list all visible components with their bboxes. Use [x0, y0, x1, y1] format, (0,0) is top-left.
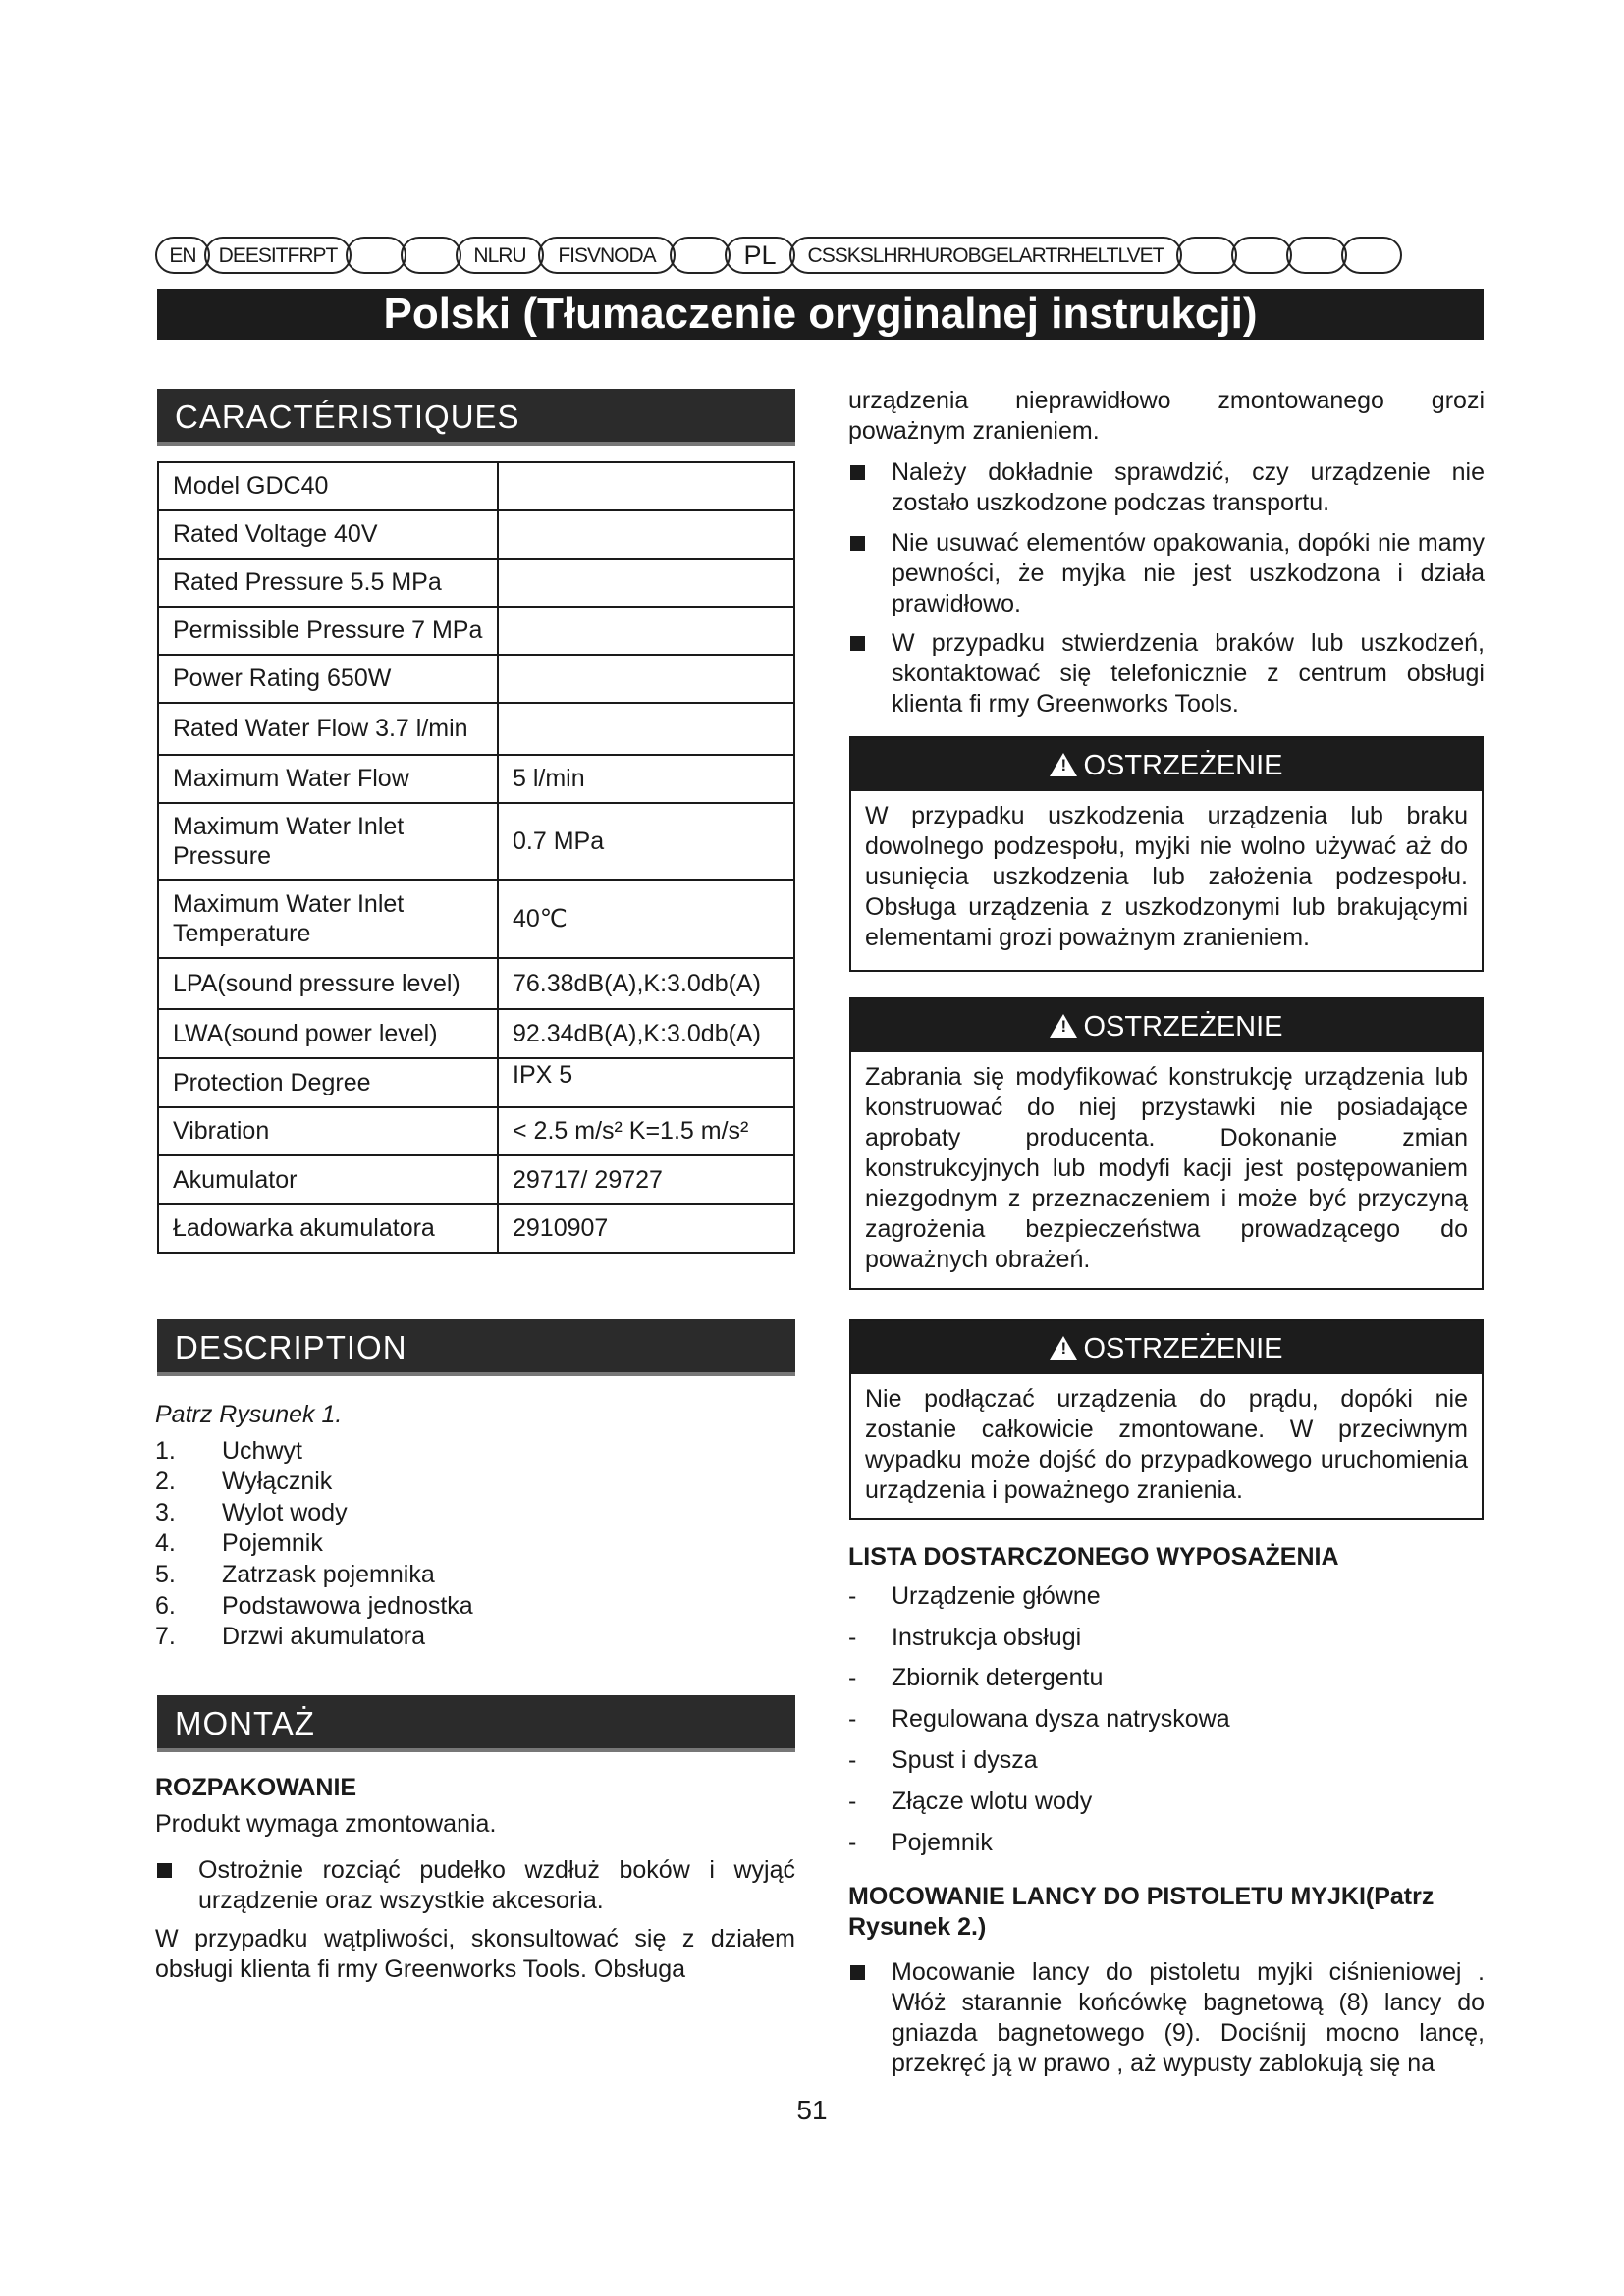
list-item: 3. Wylot wody: [155, 1499, 348, 1526]
warning-text: Nie podłączać urządzenia do prądu, dopóki nie zostanie całkowicie zmontowane. W przeciwnym wypadku może dojść do przypadkowego uruchomienia urządzenia i poważnego zranienia.: [865, 1385, 1468, 1504]
list-item: - Zbiornik detergentu: [848, 1664, 1104, 1691]
list-item: - Pojemnik: [848, 1829, 993, 1856]
check-bullet: Nie usuwać elementów opakowania, dopóki nie mamy pewności, że myjka nie jest uszkodzona i działa prawidłowo.: [848, 528, 1485, 619]
spec-table: [157, 461, 795, 1254]
check-bullet: Należy dokładnie sprawdzić, czy urządzenie nie zostało uszkodzone podczas transportu.: [848, 457, 1485, 518]
table-row: LWA(sound power level) 92.34dB(A),K:3.0db(A): [158, 1009, 794, 1058]
list-item: 4. Pojemnik: [155, 1529, 323, 1557]
table-row: Maximum Water Flow 5 l/min: [158, 755, 794, 803]
bullet-square-icon: [850, 465, 865, 480]
check-bullet: W przypadku stwierdzenia braków lub uszkodzeń, skontaktować się telefonicznie z centrum obsługi klienta fi rmy Greenworks Tools.: [848, 628, 1485, 720]
list-item: 7. Drzwi akumulatora: [155, 1623, 426, 1650]
characteristics-heading: CARACTÉRISTIQUES: [157, 389, 795, 446]
warning-box: [849, 997, 1484, 1290]
description-figure-ref: Patrz Rysunek 1.: [155, 1401, 343, 1428]
table-row: Permissible Pressure 7 MPa: [158, 607, 794, 655]
continued-text: urządzenia nieprawidłowo zmontowanego grozi poważnym zranieniem.: [848, 387, 1485, 445]
table-row: Power Rating 650W: [158, 655, 794, 703]
table-row: Vibration < 2.5 m/s² K=1.5 m/s²: [158, 1107, 794, 1155]
table-row: Rated Water Flow 3.7 l/min: [158, 703, 794, 755]
table-row: Model GDC40: [158, 462, 794, 510]
warning-triangle-icon: [1050, 1336, 1077, 1360]
warning-text: W przypadku uszkodzenia urządzenia lub braku dowolnego podzespołu, myjki nie wolno używać aż do usunięcia uszkodzenia lub założenia podzespołu. Obsługa urządzenia z uszkodzonymi lub brakującymi elementami grozi poważnym zranieniem.: [865, 802, 1468, 951]
unpacking-text: W przypadku wątpliwości, skonsultować się z działem obsługi klienta fi rmy Greenworks Tools. Obsługa: [155, 1925, 795, 1983]
unpacking-bullet: Ostrożnie rozciąć pudełko wzdłuż boków i wyjąć urządzenie oraz wszystkie akcesoria.: [155, 1855, 795, 1916]
list-item: 5. Zatrzask pojemnika: [155, 1561, 435, 1588]
warning-box: [849, 736, 1484, 972]
bullet-square-icon: [850, 636, 865, 651]
lang-tab-empty[interactable]: [1286, 237, 1347, 274]
lang-tab-empty[interactable]: [401, 237, 461, 274]
list-item: - Regulowana dysza natryskowa: [848, 1705, 1230, 1733]
unpacking-intro: Produkt wymaga zmontowania.: [155, 1810, 497, 1838]
list-item: - Spust i dysza: [848, 1746, 1038, 1774]
bullet-square-icon: [850, 1965, 865, 1980]
table-row: Ładowarka akumulatora 2910907: [158, 1204, 794, 1253]
list-item: 6. Podstawowa jednostka: [155, 1592, 473, 1620]
lang-tab-nl-ru[interactable]: NLRU: [456, 237, 544, 274]
list-item: - Instrukcja obsługi: [848, 1624, 1082, 1651]
table-row: LPA(sound pressure level) 76.38dB(A),K:3.0db(A): [158, 958, 794, 1009]
lang-tab-en[interactable]: EN: [155, 237, 210, 274]
warning-box: [849, 1319, 1484, 1520]
page-title: Polski (Tłumaczenie oryginalnej instrukcji): [157, 289, 1484, 340]
lang-tab-empty[interactable]: [1341, 237, 1402, 274]
warning-header: !OSTRZEŻENIE: [851, 738, 1482, 791]
lang-tab-empty[interactable]: [346, 237, 406, 274]
lang-tab-empty[interactable]: [670, 237, 731, 274]
list-item: - Urządzenie główne: [848, 1582, 1101, 1610]
warning-text: Zabrania się modyfikować konstrukcję urządzenia lub konstruować do niej przystawki nie posiadające aprobaty producenta. Dokonanie zmian konstrukcyjnych lub modyfi kacji jest postępowaniem niezgodnym z przeznaczeniem i może być przyczyną zagrożenia bezpieczeństwa prowadzącego do poważnych obrażeń.: [865, 1063, 1468, 1273]
list-item: 2. Wyłącznik: [155, 1468, 333, 1495]
description-heading: DESCRIPTION: [157, 1319, 795, 1376]
lang-tab-empty[interactable]: [1176, 237, 1237, 274]
lance-heading: MOCOWANIE LANCY DO PISTOLETU MYJKI(Patrz Rysunek 2.): [848, 1883, 1435, 1941]
warning-triangle-icon: [1050, 753, 1077, 776]
lang-tab-empty[interactable]: [1231, 237, 1292, 274]
unpacking-heading: ROZPAKOWANIE: [155, 1774, 357, 1801]
table-row: Rated Pressure 5.5 MPa: [158, 559, 794, 607]
warning-triangle-icon: [1050, 1014, 1077, 1038]
table-row: Maximum Water Inlet Pressure 0.7 MPa: [158, 803, 794, 880]
lance-bullet: Mocowanie lancy do pistoletu myjki ciśnieniowej . Włóż starannie końcówkę bagnetową (8) lancy do gniazda bagnetowego (9). Dociśnij mocno lancę, przekręć ją w prawo , aż wypusty zablokują się na: [848, 1957, 1485, 2079]
lang-tab-pl[interactable]: PL: [725, 237, 795, 274]
table-row: Protection Degree IPX 5: [158, 1058, 794, 1107]
table-row: Akumulator 29717/ 29727: [158, 1155, 794, 1204]
table-row: Maximum Water Inlet Temperature 40℃: [158, 880, 794, 958]
assembly-heading: MONTAŻ: [157, 1695, 795, 1752]
list-item: - Złącze wlotu wody: [848, 1788, 1093, 1815]
lang-tab-de-es-it-fr-pt[interactable]: DEESITFRPT: [204, 237, 352, 274]
list-item: 1. Uchwyt: [155, 1437, 302, 1465]
warning-header: !OSTRZEŻENIE: [851, 1321, 1482, 1374]
table-row: Rated Voltage 40V: [158, 510, 794, 559]
bullet-square-icon: [850, 536, 865, 551]
warning-header: !OSTRZEŻENIE: [851, 999, 1482, 1052]
lang-tab-other-languages[interactable]: CSSKSLHRHUROBGELARTRHELTLVET: [789, 237, 1182, 274]
lang-tab-fi-sv-no-da[interactable]: FISVNODA: [538, 237, 676, 274]
page-number: 51: [796, 2095, 828, 2125]
contents-heading: LISTA DOSTARCZONEGO WYPOSAŻENIA: [848, 1543, 1339, 1571]
bullet-square-icon: [157, 1863, 172, 1878]
language-tabs: [155, 237, 1485, 276]
